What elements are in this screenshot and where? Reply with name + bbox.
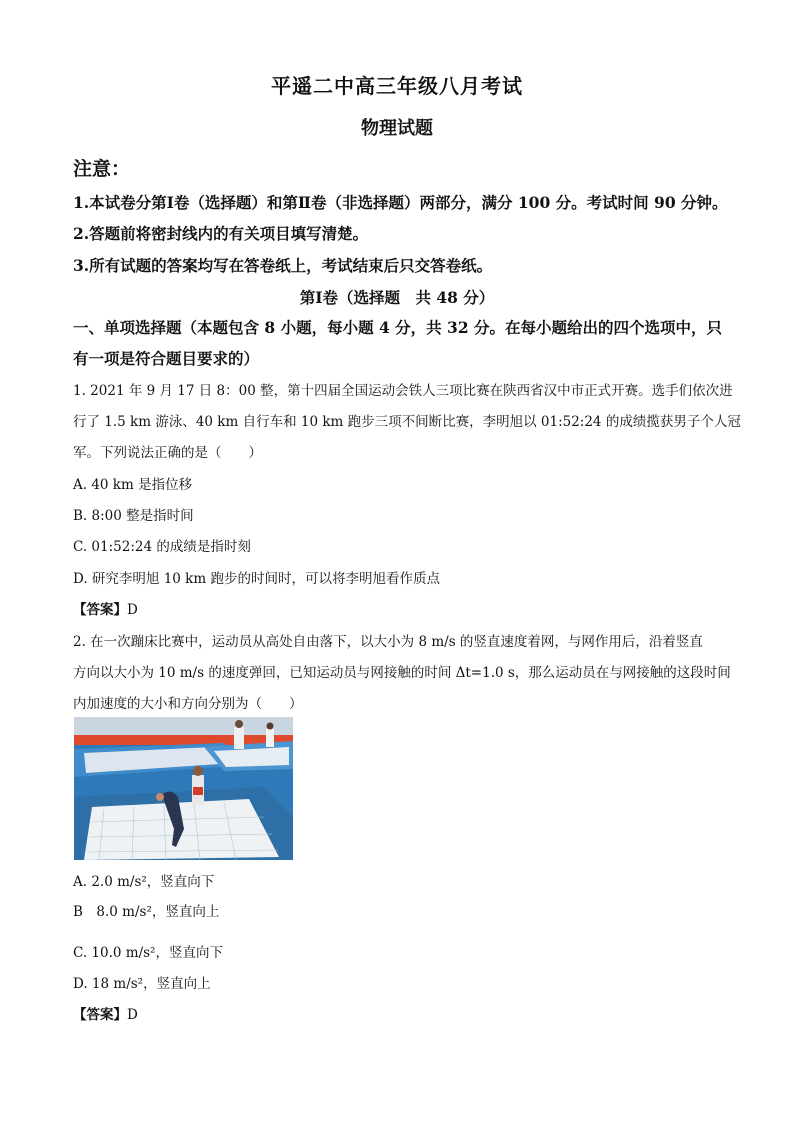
question-1-stem-line-1: 1. 2021 年 9 月 17 日 8：00 整，第十四届全国运动会铁人三项比赛在陕西省汉中市正式开赛。选手们依次进 (73, 383, 733, 399)
notice-item-1: 1.本试卷分第Ⅰ卷（选择题）和第Ⅱ卷（非选择题）两部分，满分 100 分。考试时间 90 分钟。 (73, 193, 728, 212)
section-instruction-line-2: 有一项是符合题目要求的） (73, 349, 260, 368)
question-1-answer (73, 598, 733, 618)
question-2-option-d: D. 18 m/s²，竖直向上 (73, 976, 211, 992)
answer-label: 【答案】 (73, 1007, 127, 1023)
answer-label: 【答案】 (73, 602, 127, 618)
notice-item-2: 2.答题前将密封线内的有关项目填写清楚。 (73, 224, 369, 243)
exam-title: 平遥二中高三年级八月考试 (271, 74, 523, 98)
question-1-option-b: B. 8:00 整是指时间 (73, 508, 194, 524)
answer-value: D (127, 602, 138, 618)
notice-heading: 注意： (73, 158, 131, 180)
question-2-option-a: A. 2.0 m/s²，竖直向下 (73, 874, 215, 890)
question-1-option-c: C. 01:52:24 的成绩是指时刻 (73, 539, 251, 555)
question-1-stem-line-3: 军。下列说法正确的是（ ） (73, 445, 262, 461)
trampoline-photo (74, 717, 293, 860)
question-1-stem-line-2: 行了 1.5 km 游泳、40 km 自行车和 10 km 跑步三项不间断比赛，李明旭以 01:52:24 的成绩揽获男子个人冠 (73, 414, 741, 430)
exam-subtitle: 物理试题 (361, 118, 433, 139)
question-2-stem-line-2: 方向以大小为 10 m/s 的速度弹回，已知运动员与网接触的时间 Δt=1.0 s，那么运动员在与网接触的这段时间 (73, 665, 731, 681)
question-2-stem-line-1: 2. 在一次蹦床比赛中，运动员从高处自由落下，以大小为 8 m/s 的竖直速度着网，与网作用后，沿着竖直 (73, 634, 703, 650)
section-instruction-line-1: 一、单项选择题（本题包含 8 小题，每小题 4 分，共 32 分。在每小题给出的四个选项中，只 (73, 318, 723, 337)
question-1-option-a: A. 40 km 是指位移 (73, 477, 193, 493)
question-2-option-b: B 8.0 m/s²，竖直向上 (73, 904, 220, 920)
notice-item-3: 3.所有试题的答案均写在答卷纸上，考试结束后只交答卷纸。 (73, 256, 493, 275)
answer-value: D (127, 1007, 138, 1023)
section-title: 第Ⅰ卷（选择题 共 48 分） (299, 288, 495, 307)
trampoline-scene-image (74, 717, 293, 860)
question-2-stem-line-3: 内加速度的大小和方向分别为（ ） (73, 696, 303, 712)
question-2-answer (73, 1003, 733, 1023)
question-2-option-c: C. 10.0 m/s²，竖直向下 (73, 945, 223, 961)
question-1-option-d: D. 研究李明旭 10 km 跑步的时间时，可以将李明旭看作质点 (73, 571, 440, 587)
